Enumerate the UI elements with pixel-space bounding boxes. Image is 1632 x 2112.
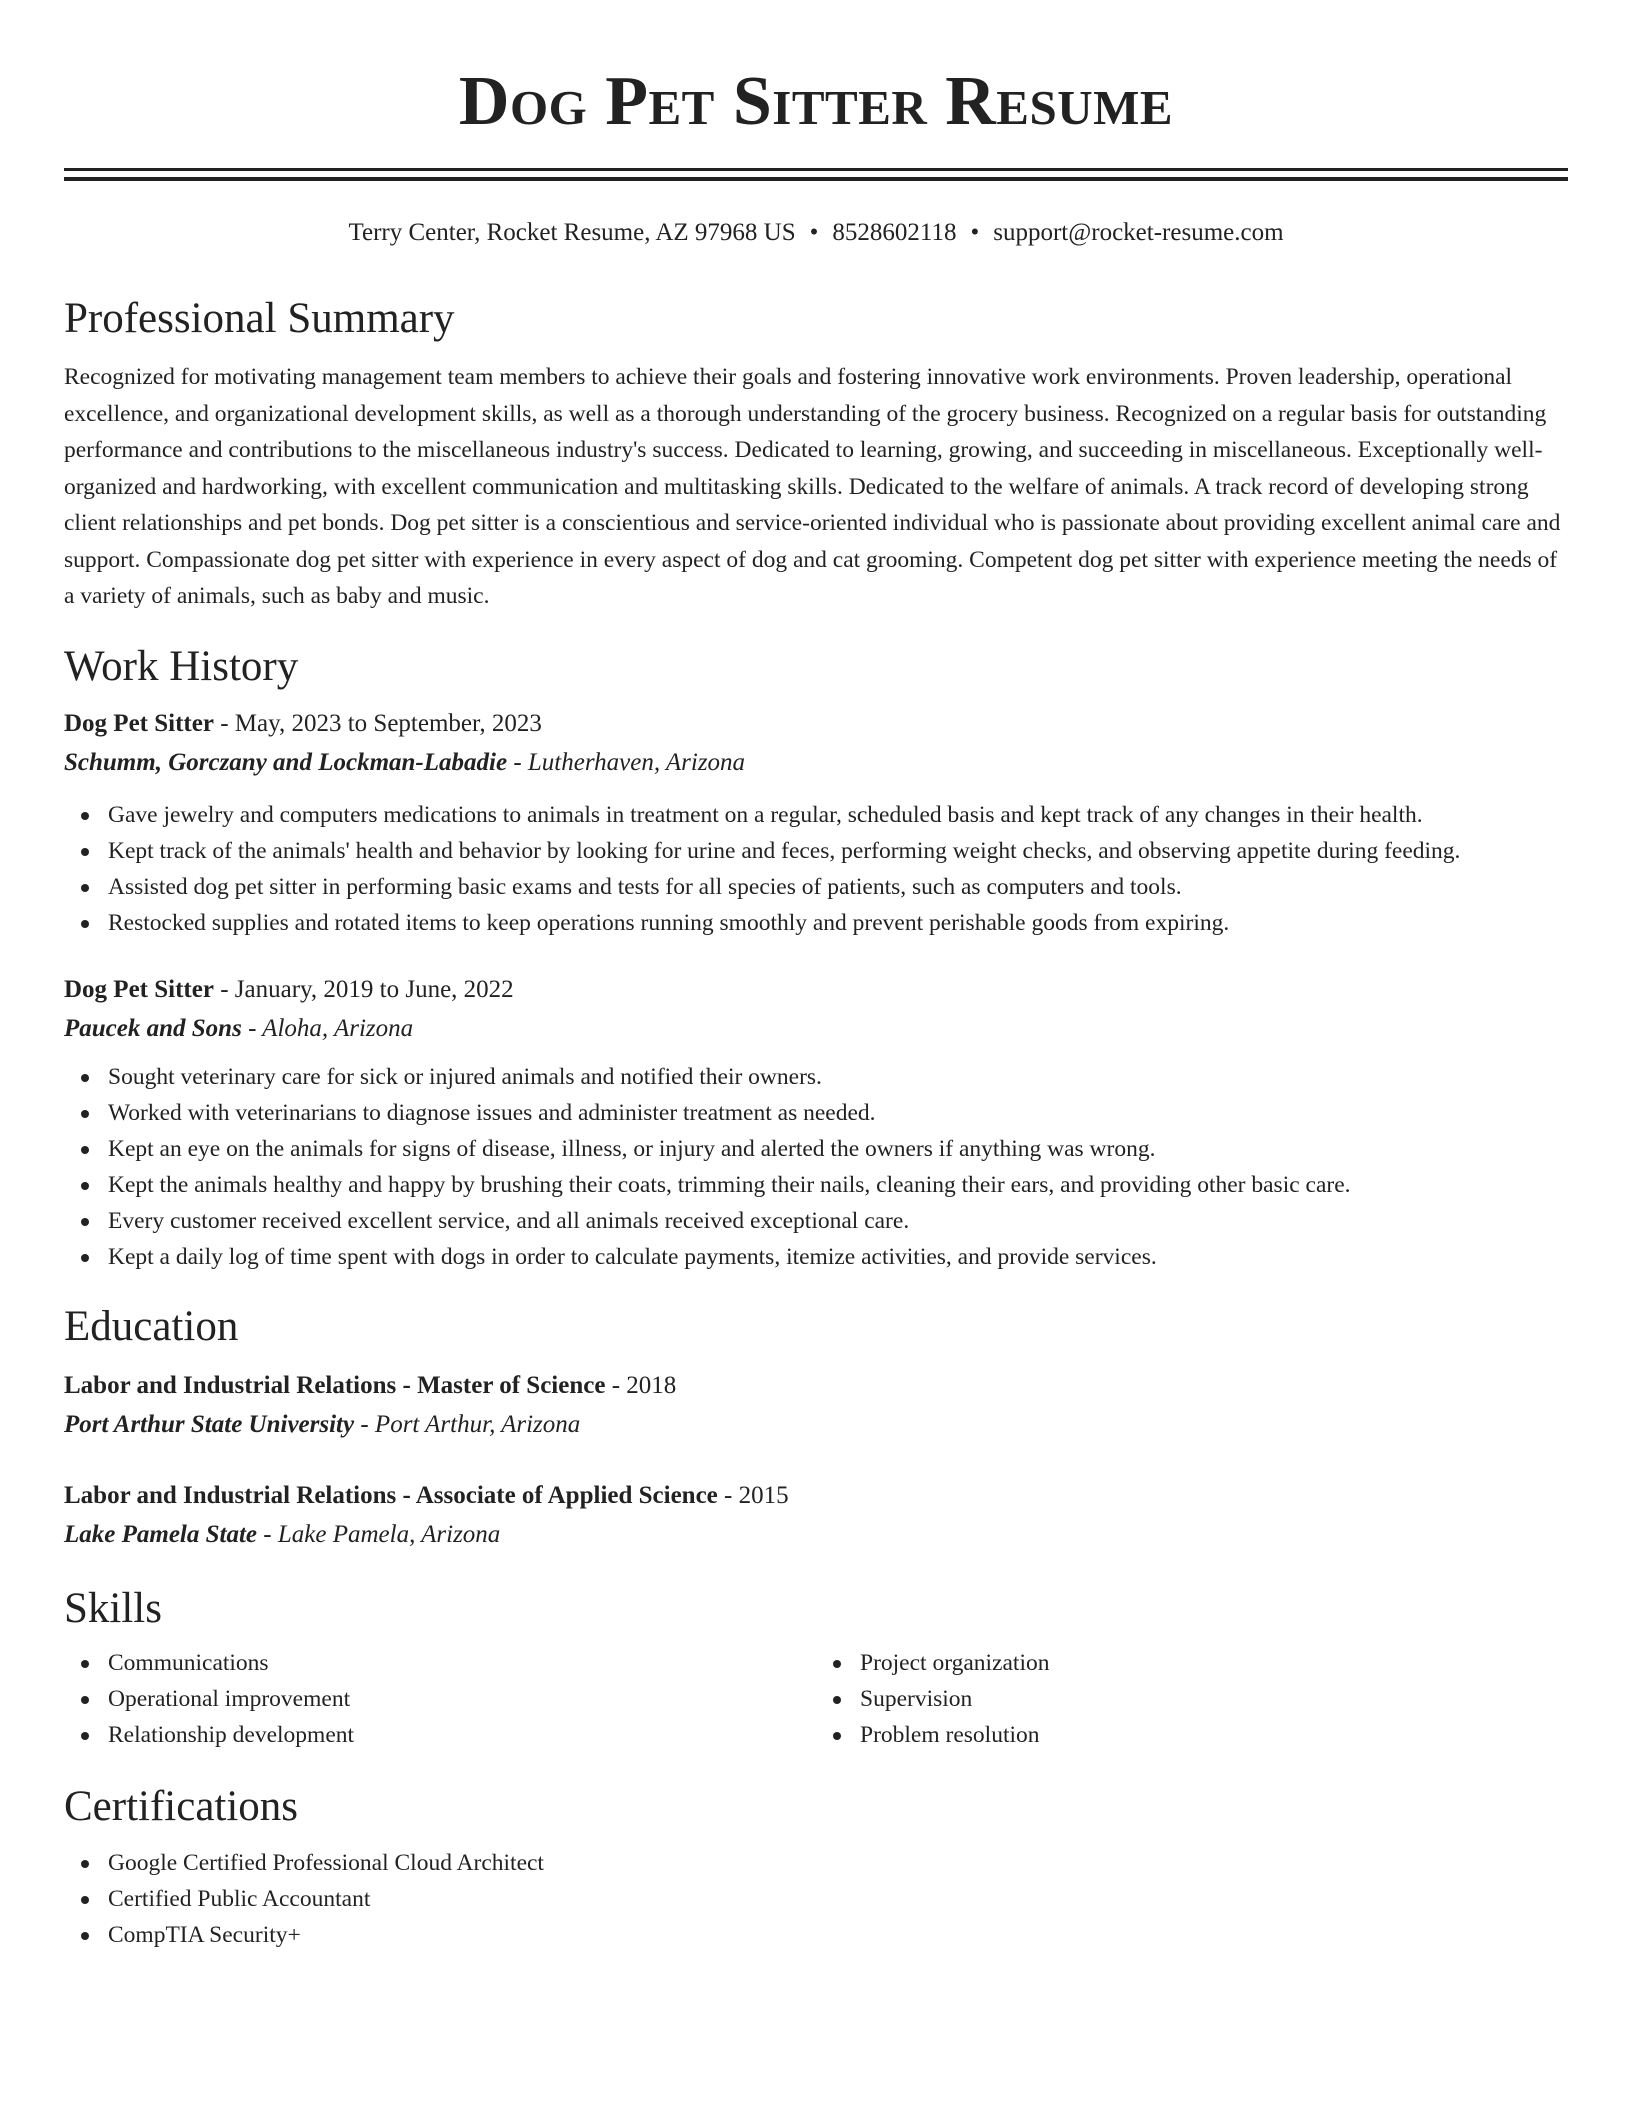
resume-page xyxy=(64,0,1568,1953)
title-divider-bottom xyxy=(64,177,1568,181)
education-school-line xyxy=(64,1515,1568,1555)
job-duties xyxy=(64,797,1568,941)
education-header xyxy=(64,1367,1568,1405)
resume-title: Dog Pet Sitter Resume xyxy=(458,63,1174,140)
education-location: - Lake Pamela, Arizona xyxy=(257,1520,501,1548)
job-company: Schumm, Gorczany and Lockman-Labadie xyxy=(64,748,508,776)
contact-line xyxy=(64,217,1568,249)
contact-separator: • xyxy=(809,219,819,246)
title-divider-top xyxy=(64,168,1568,171)
contact-address: Terry Center, Rocket Resume, AZ 97968 US xyxy=(348,219,796,246)
list-item: Restocked supplies and rotated items to keep operations running smoothly and prevent perishable goods from expiring. xyxy=(108,905,1568,941)
job-title: Dog Pet Sitter xyxy=(64,975,214,1003)
summary-heading: Professional Summary xyxy=(64,295,455,342)
education-school: Lake Pamela State xyxy=(64,1520,258,1548)
contact-phone: 8528602118 xyxy=(832,219,957,246)
certifications-list xyxy=(64,1845,1568,1953)
education-school-line xyxy=(64,1405,1568,1445)
list-item: Kept track of the animals' health and behavior by looking for urine and feces, performing weight checks, and observing appetite during feeding. xyxy=(108,833,1568,869)
education-year: - 2018 xyxy=(605,1371,677,1399)
list-item: Kept an eye on the animals for signs of disease, illness, or injury and alerted the owners if anything was wrong. xyxy=(108,1131,1568,1167)
job-entry xyxy=(64,971,1568,1275)
education-header xyxy=(64,1477,1568,1515)
education-entry xyxy=(64,1477,1568,1555)
list-item: Operational improvement xyxy=(108,1681,816,1717)
work-history-heading: Work History xyxy=(64,642,299,690)
skills-heading: Skills xyxy=(64,1584,162,1632)
job-dates: - January, 2019 to June, 2022 xyxy=(213,975,514,1003)
job-title: Dog Pet Sitter xyxy=(64,709,214,737)
list-item: Communications xyxy=(108,1645,816,1681)
job-location: - Lutherhaven, Arizona xyxy=(507,748,746,776)
contact-separator: • xyxy=(970,219,980,246)
education-heading: Education xyxy=(64,1302,239,1350)
list-item: Relationship development xyxy=(108,1717,816,1753)
job-entry xyxy=(64,705,1568,941)
list-item: Kept the animals healthy and happy by brushing their coats, trimming their nails, cleaning their ears, and providing other basic care. xyxy=(108,1167,1568,1203)
education-degree: Labor and Industrial Relations - Master of Science xyxy=(64,1371,606,1399)
list-item: Kept a daily log of time spent with dogs in order to calculate payments, itemize activities, and provide services. xyxy=(108,1239,1568,1275)
job-header xyxy=(64,971,1568,1009)
job-company: Paucek and Sons xyxy=(64,1014,242,1042)
summary-text: Recognized for motivating management team members to achieve their goals and fostering innovative work environments. Proven leadership, operational excellence, and organizational development skills, as well as a thorough understanding of the grocery business. Recognized on a regular basis for outstanding performance and contributions to the miscellaneous industry's success. Dedicated to learning, growing, and succeeding in miscellaneous. Exceptionally well-organized and hardworking, with excellent communication and multitasking skills. Dedicated to the welfare of animals. A track record of developing strong client relationships and pet bonds. Dog pet sitter is a conscientious and service-oriented individual who is passionate about providing excellent animal care and support. Compassionate dog pet sitter with experience in every aspect of dog and cat grooming. Competent dog pet sitter with experience meeting the needs of a variety of animals, such as baby and music. xyxy=(64,364,1561,609)
education-school: Port Arthur State University xyxy=(64,1410,355,1438)
skills-list-left xyxy=(64,1645,816,1753)
education-entry xyxy=(64,1367,1568,1445)
list-item: Certified Public Accountant xyxy=(108,1881,1568,1917)
certifications-heading: Certifications xyxy=(64,1782,299,1830)
list-item: Problem resolution xyxy=(860,1717,1568,1753)
job-duties xyxy=(64,1059,1568,1275)
skills-list-right xyxy=(816,1645,1568,1753)
list-item: Project organization xyxy=(860,1645,1568,1681)
list-item: Google Certified Professional Cloud Architect xyxy=(108,1845,1568,1881)
job-employer xyxy=(64,1009,1568,1049)
job-dates: - May, 2023 to September, 2023 xyxy=(213,709,542,737)
list-item: Worked with veterinarians to diagnose issues and administer treatment as needed. xyxy=(108,1095,1568,1131)
job-employer xyxy=(64,743,1568,783)
education-year: - 2015 xyxy=(717,1481,789,1509)
list-item: Sought veterinary care for sick or injured animals and notified their owners. xyxy=(108,1059,1568,1095)
job-header xyxy=(64,705,1568,743)
education-degree: Labor and Industrial Relations - Associate of Applied Science xyxy=(64,1481,718,1509)
education-location: - Port Arthur, Arizona xyxy=(354,1410,581,1438)
list-item: Assisted dog pet sitter in performing basic exams and tests for all species of patients, such as computers and tools. xyxy=(108,869,1568,905)
contact-email: support@rocket-resume.com xyxy=(993,219,1284,246)
skills-grid xyxy=(64,1645,1568,1753)
job-location: - Aloha, Arizona xyxy=(241,1014,414,1042)
list-item: Supervision xyxy=(860,1681,1568,1717)
list-item: Gave jewelry and computers medications to animals in treatment on a regular, scheduled basis and kept track of any changes in their health. xyxy=(108,797,1568,833)
list-item: CompTIA Security+ xyxy=(108,1917,1568,1953)
list-item: Every customer received excellent service, and all animals received exceptional care. xyxy=(108,1203,1568,1239)
